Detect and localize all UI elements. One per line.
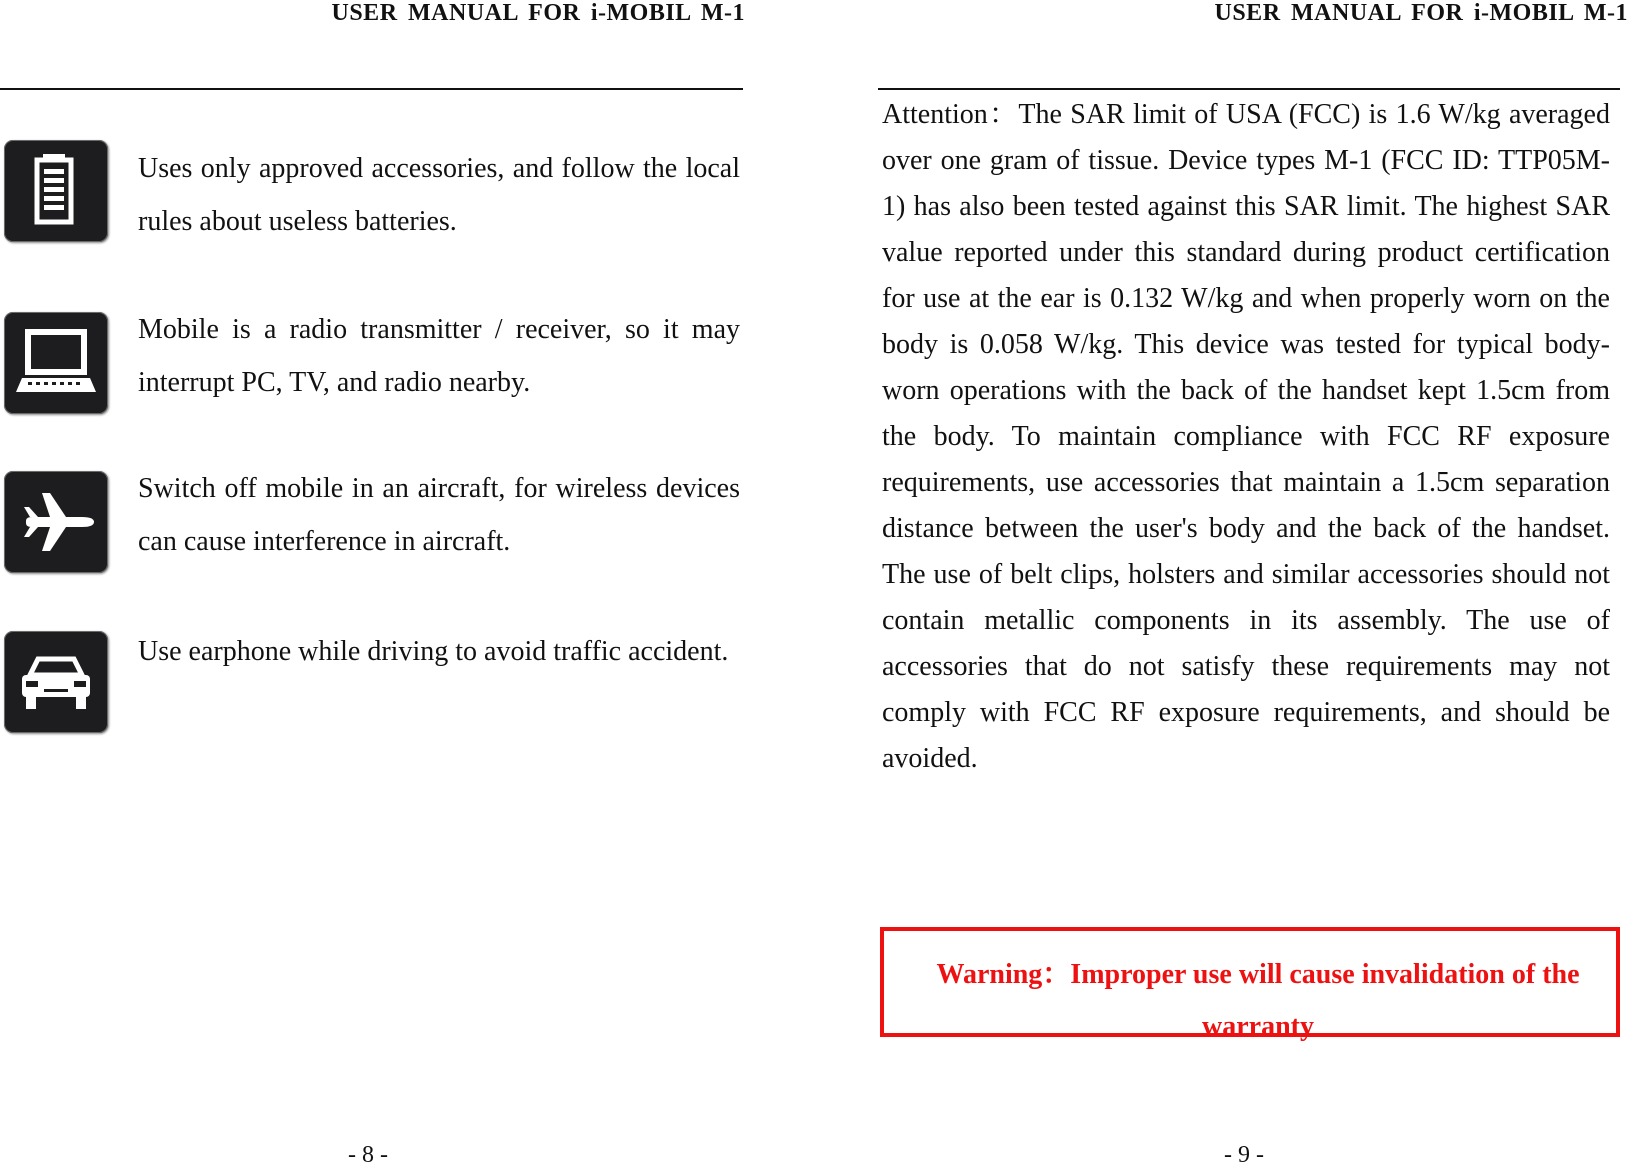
car-icon	[4, 631, 108, 733]
safety-item-text: Uses only approved accessories, and follow the local rules about useless batteries.	[138, 153, 740, 237]
airplane-icon	[4, 471, 108, 573]
right-page	[870, 0, 1628, 1168]
running-header: USER MANUAL FOR i-MOBIL M-1	[331, 0, 745, 26]
header-rule	[0, 88, 743, 90]
safety-item-text: Switch off mobile in an aircraft, for wireless devices can cause interference in aircraft.	[138, 473, 740, 557]
page-number: - 8 -	[348, 1142, 388, 1168]
page-number: - 9 -	[1224, 1142, 1264, 1168]
sar-attention-paragraph: Attention：The SAR limit of USA (FCC) is 1.6 W/kg averaged over one gram of tissue. Device types M-1 (FCC ID: TTP05M-1) has also been tested against this SAR limit. The highest SAR value reported under this standard during product certification for use at the ear is 0.132 W/kg and when properly worn on the body is 0.058 W/kg. This device was tested for typical body-worn operations with the back of the handset kept 1.5cm from the body. To maintain compliance with FCC RF exposure requirements, use accessories that maintain a 1.5cm separation distance between the user's body and the back of the handset. The use of belt clips, holsters and similar accessories should not contain metallic components in its assembly. The use of accessories that do not satisfy these requirements may not comply with FCC RF exposure requirements, and should be avoided.	[882, 99, 1610, 774]
computer-icon	[4, 312, 108, 414]
battery-icon	[4, 140, 108, 242]
safety-item-text: Use earphone while driving to avoid traffic accident.	[138, 636, 729, 667]
running-header: USER MANUAL FOR i-MOBIL M-1	[1214, 0, 1628, 26]
warranty-warning-text: Warning：Improper use will cause invalidation of the warranty	[936, 959, 1580, 1042]
warranty-warning-box	[880, 927, 1620, 1042]
header-rule	[878, 88, 1620, 90]
safety-item-text: Mobile is a radio transmitter / receiver, so it may interrupt PC, TV, and radio nearby.	[138, 314, 740, 398]
left-page	[0, 0, 760, 1168]
